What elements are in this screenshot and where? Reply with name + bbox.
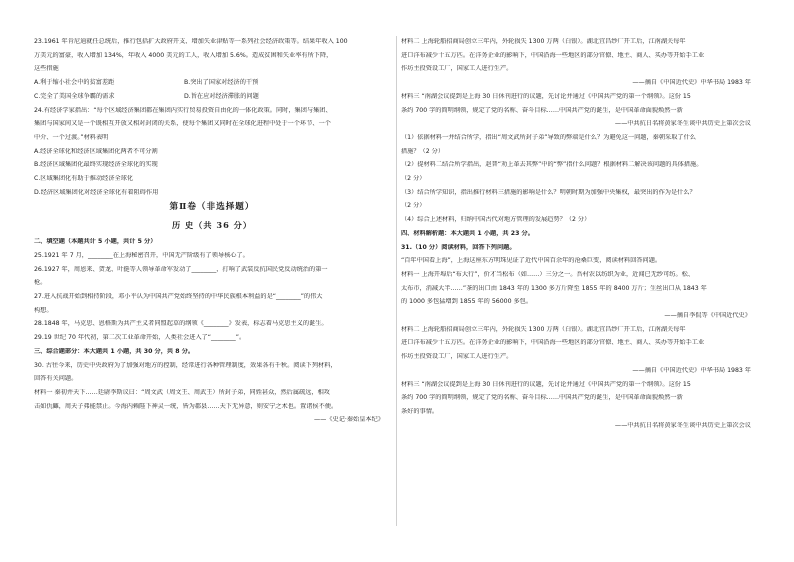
option-a: A.利于缩小社会中的贫富差距 (34, 79, 115, 87)
question-24 (34, 107, 390, 197)
section-title: 第Ⅱ卷（非选择题） (169, 202, 255, 213)
question-30 (34, 362, 390, 424)
text-line: （2 分） (401, 175, 426, 183)
text-line: （2 分） (401, 202, 426, 210)
options-row (34, 79, 390, 86)
text-line: 进口洋布减少十五万匹。在洋务企业的影响下，中国沿海一些地区的部分官僚、地主、商人、买办等开始手工业 (401, 51, 705, 59)
text-line: 进口洋布减少十五万匹。在洋务企业的影响下，中国沿海一些地区的部分官僚、地主、商人、买办等开始手工业 (401, 339, 705, 347)
fill-questions (34, 252, 390, 342)
text-line: 条约 700 字的简明纲领，规定了党的名称、奋斗目标……中国共产党的诞生，是中国革命面貌焕然一新 (401, 106, 683, 114)
text-line: 23.1961 年肯尼迪就任总统后，推行包括扩大政府开支、增加失业津贴等一系列社会经济政策等。结果年收入 100 (34, 38, 348, 45)
text-line: 回答有关问题。 (34, 375, 78, 383)
text-line: 材料二 上海轮船招商局创立三年内，外轮损失 1300 万两（白银）。湖北宜昌纱厂开工后，江南湖关每年 (401, 325, 686, 333)
text-line: 25.1921 年 7 月，________在上海秘密召开，中国无产阶级有了领导核心了。 (34, 251, 249, 259)
q31-material-1 (401, 271, 757, 319)
text-line: 构想。 (34, 306, 53, 314)
text-line: 枪。 (34, 279, 47, 287)
text-line: 措施？（2 分） (401, 147, 445, 155)
text-line: 条约 700 字的简明纲领，规定了党的名称、奋斗目标……中国共产党的诞生，是中国革命面貌焕然一新 (401, 394, 683, 402)
q31-material-3-source: ——中共抗日名将黄家冬生谈中共历史上第次会议 (614, 421, 751, 429)
material-1-line: 材料一 秦初并天下……廷尉李斯议曰：“周文武（周文王、周武王）所封子弟，同姓甚众，然后属疏远，相攻 (34, 388, 330, 396)
text-line: （2）提材料二结合所学指出，赵普“劝上革去其弊”中的“弊”指什么问题？根据材料二解决该问题的具体措施。 (401, 161, 703, 169)
text-line: 24.有经济学家指出：“每个区域经济集团都在集团内实行贸易投资自由化的一体化政策。同时，集团与集团、 (34, 106, 332, 114)
right-column (401, 38, 757, 435)
q31-material-1-source: ——摘自李侃等《中国近代史》 (664, 312, 751, 320)
material-1-source: ——《史记·秦始皇本纪》 (313, 416, 384, 424)
column-divider (396, 36, 397, 526)
option-b: B.经济区域集团化最终实现经济全球化的实现 (34, 161, 158, 169)
text-line: 材料三 “南湖会议提到是上海 30 日休刊进行的议题，先讨论并通过《中国共产党的第一个纲领》。这份 15 (401, 380, 691, 388)
material-2-source: ——摘自《中国近代史》中华书局 1983 年 (632, 79, 751, 87)
text-line: 条好的事情。 (401, 407, 439, 415)
text-line: （3）结合所学知识，指出推行材料三措施的影响是什么？明朝时期为加强中央集权，最突出的作为是什么？ (401, 188, 696, 196)
options-row (34, 93, 390, 100)
option-c: C.完全了美国全球争霸的需求 (34, 92, 115, 100)
text-line: 作坊主投资设工厂，国家工人进行生产。 (401, 65, 513, 73)
question-31-heading: 31.（10 分）阅读材料，回答下列问题。 (401, 243, 516, 251)
material-3 (401, 93, 757, 128)
text-line: 太布市，消减大半……”茶的出口由 1843 年的 1300 多万斤降至 1855 年的 8400 万斤；生丝出口从 1843 年 (401, 284, 707, 292)
text-line: 26.1927 年，周恩来、贺龙、叶挺等人领导革命军发动了________，打响了武装反抗国民党反动统治的第一 (34, 265, 328, 273)
material-3-source: ——中共抗日名将黄家冬生谈中共历史上第次会议 (614, 120, 751, 128)
option-a: A.经济全球化和经济区域集团化两者不可分割 (34, 147, 158, 155)
text-line: 中介、一个过渡。”材料表明 (34, 133, 109, 141)
synthesis-section-heading: 三、综合题部分：本大题共 1 小题，共 30 分，共 8 分。 (34, 347, 195, 355)
text-line: 材料一 上海开埠后“布大行”，价才当松布（如……）三分之一。吾村农以纺织为业，近闻已无纱可纺。松、 (401, 270, 695, 278)
text-line: 材料二 上海轮船招商局创立三年内，外轮损失 1300 万两（白银）。湖北宜昌纱厂开工后，江南湖关每年 (401, 38, 686, 45)
text-line: 29.19 世纪 70 年代初，第二次工业革命开始，人类社会进入了“________”。 (34, 334, 246, 342)
question-31-intro: “百年中国看上海”，上海这座东方明珠见证了近代中国百余年的沧桑巨变，阅读材料回答问题。 (401, 257, 662, 265)
subject-title: 历 史（共 36 分） (171, 219, 253, 230)
text-line: （4）综合上述材料，归纳中国古代对地方管理的发展趋势？（2 分） (401, 216, 591, 224)
option-d: D.经济区域集团化对经济全球化有着阻碍作用 (34, 188, 159, 196)
fill-section-heading: 二、填空题（本题共计 5 小题，共计 5 分） (34, 238, 157, 246)
text-line: 27.进入抗战开始到相持阶段，邓小平认为中国共产党始终坚持的中华民族根本利益的是“________”的伟大 (34, 293, 323, 301)
question-23 (34, 38, 390, 100)
text-line: 28.1848 年，马克思、恩格斯为共产主义者同盟起草的纲领《________》发表，标志着马克思主义的诞生。 (34, 320, 328, 328)
sub-questions (401, 134, 757, 224)
text-line: 这些措施 (34, 65, 59, 73)
text-line: （1）依据材料一并结合所学，指出“周文武所封子弟”导致的弊端是什么？为避免这一问题，秦朝采取了什么 (401, 133, 696, 141)
text-line: 万美元的富豪，收入增加 134%，年收入 4000 美元的工人，收入增加 5.6%。造成贫困和失业率有所下降， (34, 51, 333, 59)
text-line: 材料三 “南湖会议提到是上海 30 日休刊进行的议题，先讨论并通过《中国共产党的第一个纲领》。这份 15 (401, 92, 691, 100)
option-d: D.旨在应对经济滞胀的问题 (184, 92, 259, 100)
q31-material-2-source: ——摘自《中国近代史》中华书局 1983 年 (632, 366, 751, 374)
text-line: 的 1000 多包猛增到 1855 年的 56000 多包。 (401, 298, 533, 306)
material-1-line: 击如仇雠，周天子弗能禁止。今海内赖陛下神灵一统，皆为郡县……天下无异意，则安宁之术也。置诸侯不便。 (34, 402, 338, 410)
left-column (34, 38, 390, 430)
text-line: 30. 古往今来，历史中央政府为了加强对地方的控制，经常进行各种管理制度，效果各有千秋。阅读下列材料， (34, 361, 337, 369)
q31-material-2 (401, 326, 757, 374)
option-c: C.区域集团化有助于推动经济全球化 (34, 175, 134, 183)
text-line: 集团与国家间又是一个既相互开放又相对封闭的关系，使每个集团又同时在全球化进程中处于一个环节、一个 (34, 120, 331, 128)
material-section-heading: 四、材料解析题：本大题共 1 小题，共 23 分。 (401, 229, 534, 237)
material-2 (401, 38, 757, 86)
q31-material-3 (401, 381, 757, 429)
option-b: B.突出了国家对经济的干预 (184, 79, 259, 87)
text-line: 作坊主投资设工厂，国家工人进行生产。 (401, 353, 513, 361)
